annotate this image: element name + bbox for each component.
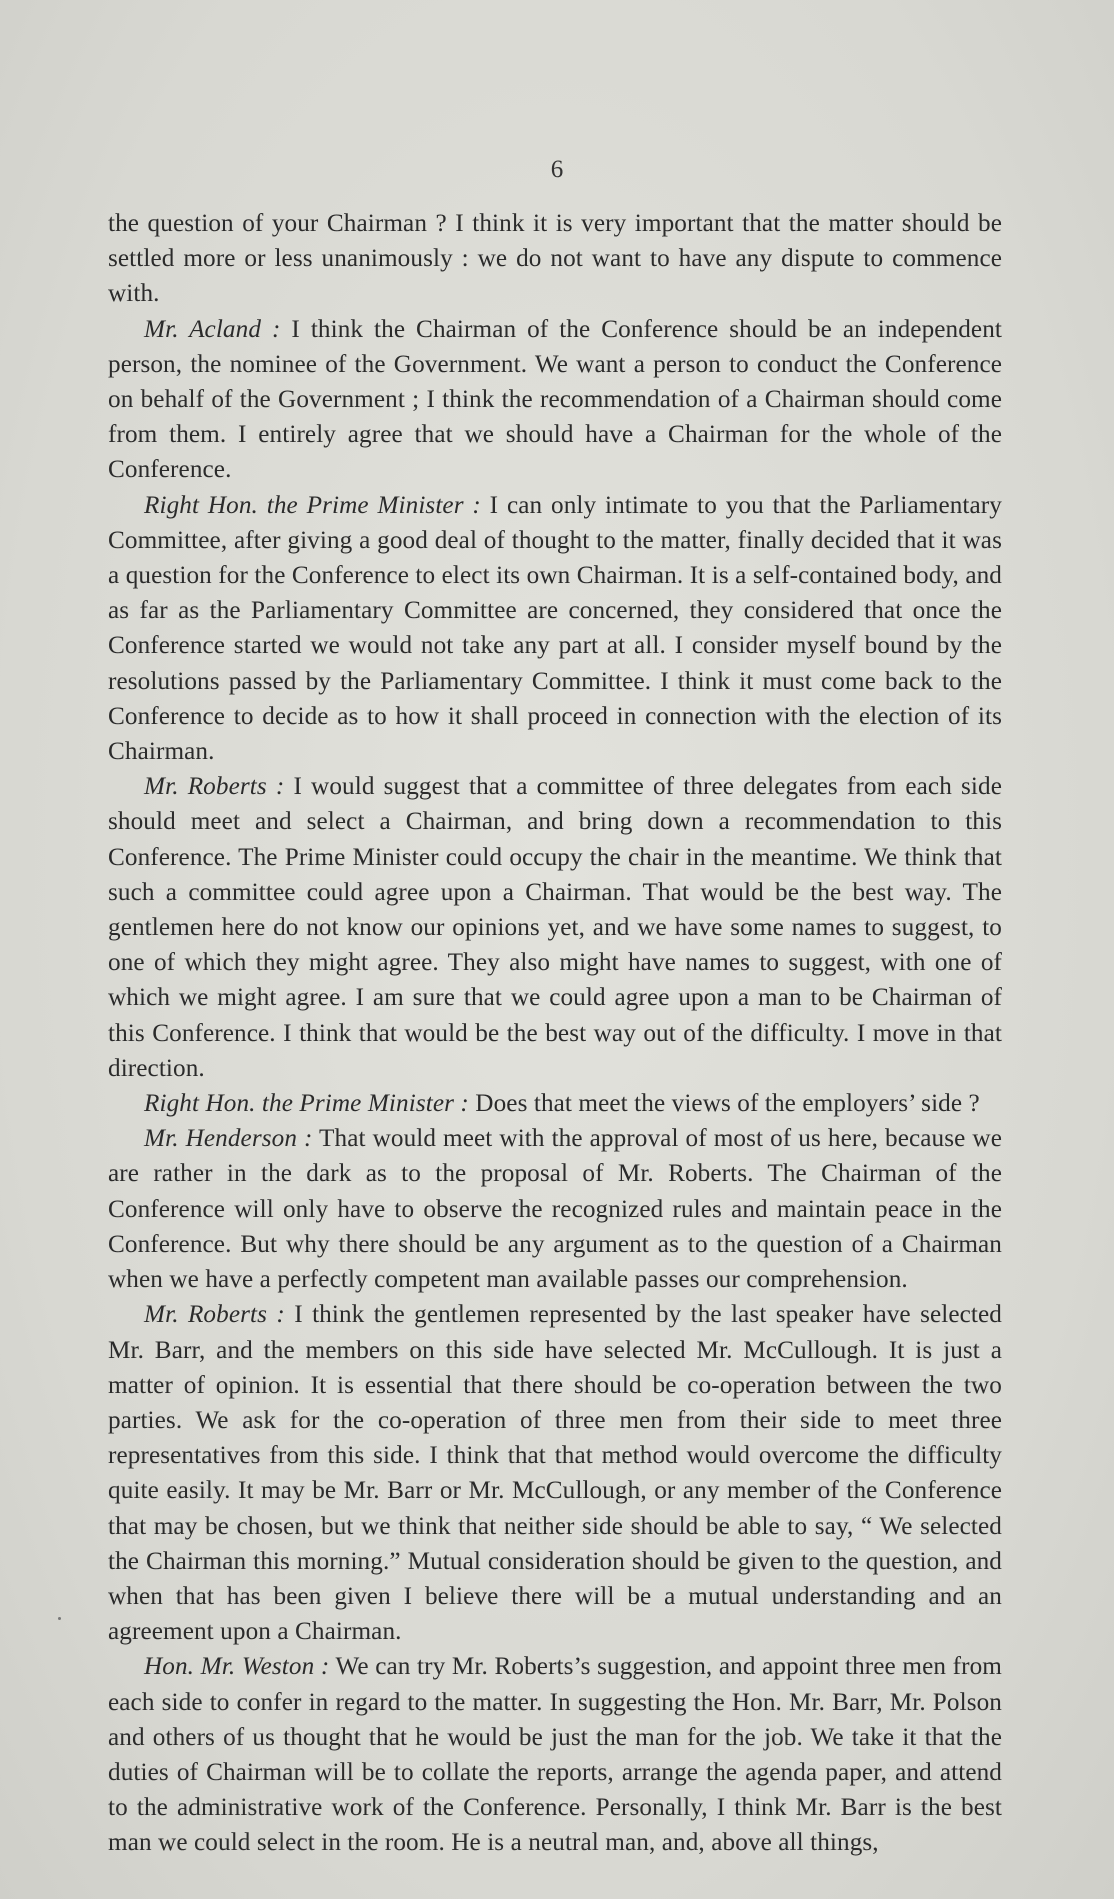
paragraph-text: We can try Mr. Roberts’s suggestion, and appoint three men from each side to confer in regard to the matter. In suggesting the Hon. Mr. Barr, Mr. Polson and others of us thought that he would be just the man for the job. We take it that the duties of Chairman will be to collate the reports, arrange the agenda paper, and attend to the administrative work of the Conference. Personally, I think Mr. Barr is the best man we could select in the room. He is a neutral man, and, above all things, xyxy=(108,1653,1003,1857)
speaker-name: Right Hon. the Prime Minister : xyxy=(144,1090,469,1118)
paragraph xyxy=(108,1086,1002,1121)
speaker-name: Mr. Roberts : xyxy=(144,1301,285,1329)
paragraph-text: That would meet with the approval of most of us here, because we are rather in the dark as to the proposal of Mr. Roberts. The Chairman of the Conference will only have to observe the recognized rules and maintain peace in the Conference. But why there should be any argument as to the question of a Chairman when we have a perfectly competent man available passes our comprehension. xyxy=(108,1125,1002,1294)
paragraph xyxy=(108,769,1002,1086)
paragraph xyxy=(108,206,1002,312)
paragraph xyxy=(108,312,1002,488)
paragraph-text: the question of your Chairman ? I think it is very important that the matter should be settled more or less unanimously : we do not want to have any dispute to commence with. xyxy=(108,210,1002,308)
paragraph xyxy=(108,1121,1002,1297)
paragraph xyxy=(108,1649,1002,1860)
paragraph xyxy=(108,488,1002,770)
page-number: 6 xyxy=(550,156,564,183)
speaker-name: Right Hon. the Prime Minister : xyxy=(144,491,481,519)
paragraph-text: I think the Chairman of the Conference should be an independent person, the nominee of the Government. We want a person to conduct the Conference on behalf of the Government ; I think the recommendation of a Chairman should come from them. I entirely agree that we should have a Chairman for the whole of the Conference. xyxy=(108,315,1002,484)
page-body xyxy=(108,206,1002,1861)
paper-speck xyxy=(58,1617,61,1620)
paragraph-text: Does that meet the views of the employers’ side ? xyxy=(468,1090,980,1118)
paragraph-text: I think the gentlemen represented by the last speaker have selected Mr. Barr, and the members on this side have selected Mr. McCullough. It is just a matter of opinion. It is essential that there should be co-operation between the two parties. We ask for the co-operation of three men from their side to meet three representatives from this side. I think that that method would overcome the difficulty quite easily. It may be Mr. Barr or Mr. McCullough, or any member of the Conference that may be chosen, but we think that neither side should be able to say, “ We selected the Chairman this morning.” Mutual consideration should be given to the question, and when that has been given I believe there will be a mutual understanding and an agreement upon a Chairman. xyxy=(108,1301,1002,1646)
paragraph-text: I can only intimate to you that the Parliamentary Committee, after giving a good deal of thought to the matter, finally decided that it was a question for the Conference to elect its own Chairman. It is a self-contained body, and as far as the Parliamentary Committee are concerned, they considered that once the Conference started we would not take any part at all. I consider myself bound by the resolutions passed by the Parliamentary Committee. I think it must come back to the Conference to decide as to how it shall proceed in connection with the election of its Chairman. xyxy=(108,491,1002,766)
speaker-name: Mr. Acland : xyxy=(144,315,281,343)
speaker-name: Mr. Roberts : xyxy=(144,773,285,801)
speaker-name: Mr. Henderson : xyxy=(144,1125,313,1153)
paragraph xyxy=(108,1297,1002,1649)
paragraph-text: I would suggest that a committee of three delegates from each side should meet and select a Chairman, and bring down a recommendation to this Conference. The Prime Minister could occupy the chair in the meantime. We think that such a committee could agree upon a Chairman. That would be the best way. The gentlemen here do not know our opinions yet, and we have some names to suggest, to one of which they might agree. They also might have names to suggest, with one of which we might agree. I am sure that we could agree upon a man to be Chairman of this Conference. I think that would be the best way out of the difficulty. I move in that direction. xyxy=(108,773,1002,1082)
speaker-name: Hon. Mr. Weston : xyxy=(144,1653,330,1681)
